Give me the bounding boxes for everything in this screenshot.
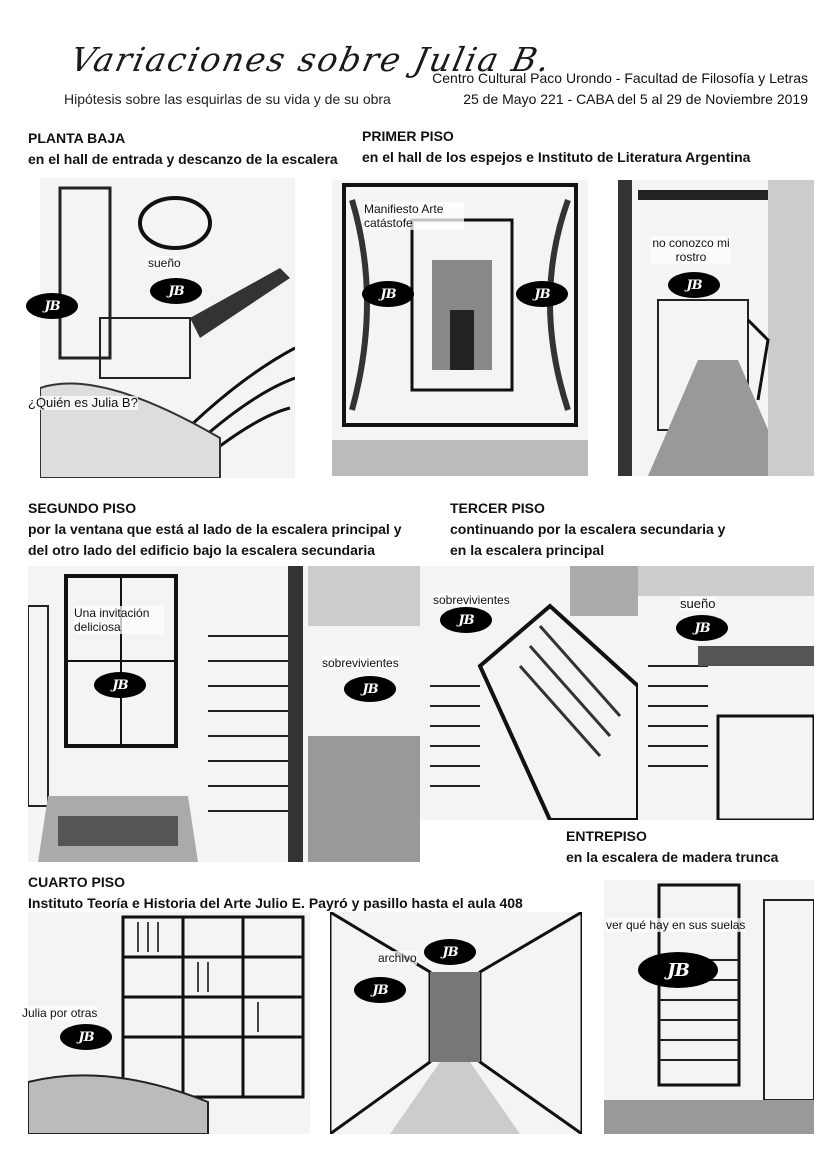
- section-tercer-piso: [450, 498, 725, 561]
- section-subtitle: continuando por la escalera secundaria y: [450, 521, 726, 537]
- label-archivo: archivo: [378, 951, 417, 965]
- venue-line-2: 25 de Mayo 221 - CABA del 5 al 29 de Noviembre 2019: [463, 91, 808, 107]
- jb-logo-icon: JB: [668, 272, 720, 298]
- jb-logo-icon: JB: [354, 977, 406, 1003]
- section-title: ENTREPISO: [566, 828, 647, 844]
- section-title: TERCER PISO: [450, 500, 545, 516]
- jb-logo-icon: JB: [26, 293, 78, 319]
- label-manifiesto: Manifiesto Arte catástofe: [364, 202, 464, 230]
- photo-biblioteca: [28, 912, 310, 1134]
- jb-logo-icon: JB: [60, 1024, 112, 1050]
- label-sobrevivientes: sobrevivientes: [433, 593, 510, 607]
- section-title: SEGUNDO PISO: [28, 500, 137, 516]
- photo-escalera-principal-tercer: [638, 566, 814, 820]
- label-sobrevivientes: sobrevivientes: [322, 656, 399, 670]
- venue-info: [432, 68, 808, 110]
- label-no-conozco: no conozco mi rostro: [652, 236, 730, 264]
- photo-hall-entrada: [40, 178, 295, 478]
- section-subtitle: en la escalera de madera trunca: [566, 849, 779, 865]
- label-ver-que-hay: ver qué hay en sus suelas: [606, 918, 746, 932]
- section-title: PRIMER PISO: [362, 128, 454, 144]
- section-subtitle: en el hall de los espejos e Instituto de Literatura Argentina: [362, 149, 751, 165]
- label-quien-es-julia: ¿Quién es Julia B?: [28, 395, 138, 410]
- section-entrepiso: [566, 826, 778, 868]
- jb-logo-icon: JB: [676, 615, 728, 641]
- jb-logo-icon: JB: [362, 281, 414, 307]
- jb-logo-icon: JB: [150, 278, 202, 304]
- section-subtitle: por la ventana que está al lado de la escalera principal y: [28, 521, 402, 537]
- section-subtitle: en la escalera principal: [450, 542, 605, 558]
- jb-logo-icon: JB: [638, 952, 718, 988]
- label-invitacion: Una invitación deliciosa: [74, 606, 164, 634]
- jb-logo-icon: JB: [344, 676, 396, 702]
- photo-escalera-principal: [208, 566, 420, 862]
- section-subtitle: del otro lado del edificio bajo la escalera secundaria: [28, 542, 376, 558]
- jb-logo-icon: JB: [516, 281, 568, 307]
- jb-logo-icon: JB: [440, 607, 492, 633]
- section-title: CUARTO PISO: [28, 874, 125, 890]
- jb-logo-icon: JB: [424, 939, 476, 965]
- venue-line-1: Centro Cultural Paco Urondo - Facultad de Filosofía y Letras: [432, 70, 808, 86]
- section-subtitle: Instituto Teoría e Historia del Arte Julio E. Payró y pasillo hasta el aula 408: [28, 895, 523, 911]
- photo-instituto-literatura: [618, 180, 814, 476]
- section-planta-baja: [28, 128, 338, 170]
- jb-logo-icon: JB: [94, 672, 146, 698]
- section-cuarto-piso: [28, 872, 523, 914]
- label-sueno: sueño: [148, 256, 181, 270]
- header-subtitle: Hipótesis sobre las esquirlas de su vida y de su obra: [64, 91, 391, 107]
- section-primer-piso: [362, 126, 750, 168]
- logo-signature: Variaciones sobre Julia B.: [67, 40, 556, 79]
- section-title: PLANTA BAJA: [28, 130, 126, 146]
- section-subtitle: en el hall de entrada y descanzo de la escalera: [28, 151, 338, 167]
- label-sueno: sueño: [680, 596, 716, 611]
- label-julia-por-otras: Julia por otras: [22, 1006, 98, 1020]
- section-segundo-piso: [28, 498, 402, 561]
